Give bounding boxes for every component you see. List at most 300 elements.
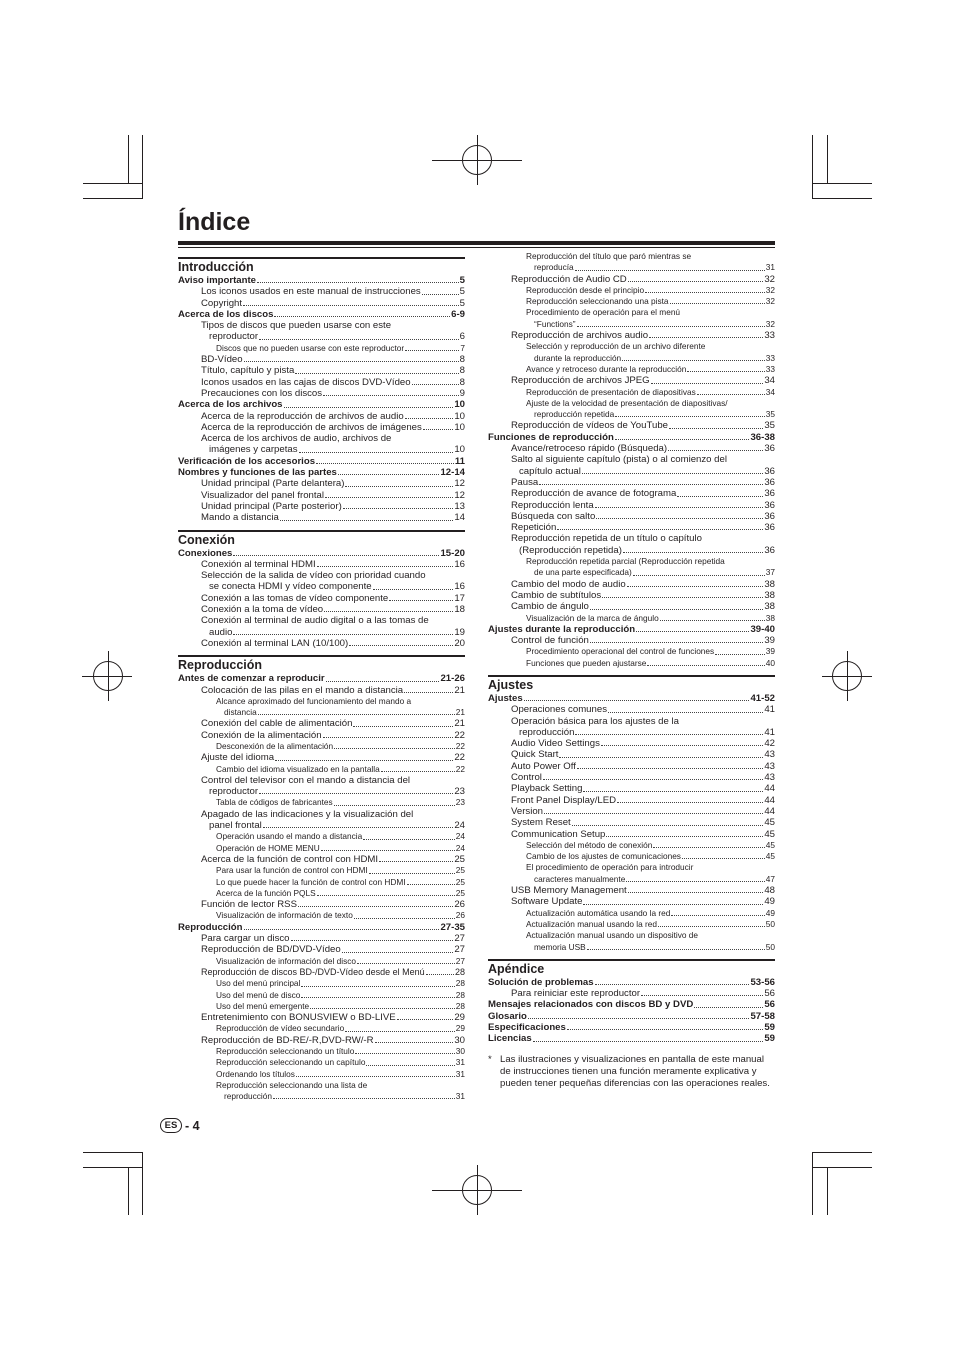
entry-text: Visualizador del panel frontal bbox=[201, 489, 325, 501]
toc-entry[interactable] bbox=[178, 354, 465, 365]
toc-subentry-text: Reproducción seleccionando una lista de bbox=[216, 1079, 368, 1090]
dot-leader bbox=[668, 450, 763, 451]
toc-subentry[interactable] bbox=[488, 658, 775, 669]
dot-leader bbox=[369, 873, 455, 874]
toc-subentry[interactable] bbox=[488, 364, 775, 375]
entry-text: Acerca de la reproducción de archivos de imágenes bbox=[201, 421, 422, 433]
page-ref: 37 bbox=[765, 567, 775, 578]
toc-subentry[interactable] bbox=[178, 1023, 465, 1034]
toc-entry[interactable] bbox=[488, 829, 775, 840]
toc-subentry[interactable] bbox=[178, 877, 465, 888]
toc-entry[interactable] bbox=[488, 274, 775, 285]
toc-subentry[interactable] bbox=[178, 741, 465, 752]
toc-entry[interactable] bbox=[488, 545, 775, 556]
dot-leader bbox=[343, 508, 454, 509]
toc-entry[interactable] bbox=[178, 685, 465, 696]
dot-leader bbox=[622, 360, 765, 361]
entry-text: USB Memory Management bbox=[511, 885, 627, 897]
page-ref: 32 bbox=[765, 318, 775, 329]
page-ref: 45 bbox=[764, 817, 775, 829]
page-ref: 35 bbox=[765, 409, 775, 420]
dot-leader bbox=[295, 373, 458, 374]
page-ref: 14 bbox=[454, 512, 465, 524]
toc-entry[interactable] bbox=[488, 330, 775, 341]
toc-entry[interactable] bbox=[178, 298, 465, 309]
toc-subentry[interactable] bbox=[178, 865, 465, 876]
dot-leader bbox=[338, 474, 440, 475]
dot-leader bbox=[324, 611, 453, 612]
section-heading: Conexión bbox=[178, 532, 235, 547]
toc-entry-main[interactable] bbox=[488, 999, 775, 1010]
page-title: Índice bbox=[178, 208, 251, 236]
dot-leader bbox=[259, 339, 459, 340]
page-ref: 36 bbox=[764, 476, 775, 488]
dot-leader bbox=[345, 1031, 455, 1032]
dot-leader bbox=[715, 654, 765, 655]
dot-leader bbox=[357, 963, 455, 964]
entry-text: Control bbox=[511, 772, 542, 784]
page-ref: 31 bbox=[455, 1057, 465, 1068]
page-ref: 33 bbox=[764, 330, 775, 342]
toc-entry[interactable] bbox=[488, 579, 775, 590]
page-ref: 48 bbox=[764, 885, 775, 897]
dot-leader bbox=[233, 634, 453, 635]
toc-entry-main[interactable] bbox=[178, 467, 465, 478]
toc-entry[interactable] bbox=[488, 511, 775, 522]
footnote-text: Las ilustraciones y visualizaciones en pantalla de este manual de instrucciones tienen una función meramente explicativa y pueden tener pequeñas diferencias con las operaciones reales. bbox=[500, 1053, 770, 1090]
dot-leader bbox=[670, 303, 765, 304]
toc-subentry[interactable] bbox=[488, 387, 775, 398]
page-ref: 21-26 bbox=[440, 673, 465, 685]
page-ref: 16 bbox=[454, 558, 465, 570]
dot-leader bbox=[310, 1008, 455, 1009]
toc-entry[interactable] bbox=[178, 501, 465, 512]
toc-entry-text: Acerca de los archivos de audio, archivos de bbox=[201, 433, 392, 445]
toc-subentry-text: Actualización manual usando un dispositivo de bbox=[526, 930, 699, 941]
dot-leader bbox=[577, 768, 763, 769]
dot-leader bbox=[375, 1042, 454, 1043]
dot-leader bbox=[334, 748, 455, 749]
toc-entry[interactable] bbox=[178, 730, 465, 741]
page-ref: 21 bbox=[454, 684, 465, 696]
page-ref: 50 bbox=[765, 918, 775, 929]
page-ref: 6-9 bbox=[451, 308, 465, 320]
toc-subentry[interactable] bbox=[178, 831, 465, 842]
dot-leader bbox=[544, 813, 763, 814]
toc-subentry[interactable] bbox=[178, 956, 465, 967]
toc-entry-main[interactable] bbox=[178, 548, 465, 559]
entry-text: Colocación de las pilas en el mando a distancia bbox=[201, 684, 404, 696]
toc-entry[interactable] bbox=[178, 478, 465, 489]
entry-text: Uso del menú de disco bbox=[216, 989, 301, 1000]
toc-subentry[interactable] bbox=[178, 707, 465, 718]
entry-text: Visualización de información de texto bbox=[216, 910, 353, 921]
dot-leader bbox=[628, 892, 764, 893]
section-heading: Ajustes bbox=[488, 677, 534, 692]
toc-entry[interactable] bbox=[488, 795, 775, 806]
toc-subentry[interactable] bbox=[488, 851, 775, 862]
toc-entry-main[interactable] bbox=[488, 693, 775, 704]
toc-subentry[interactable] bbox=[488, 567, 775, 578]
section-heading: Apéndice bbox=[488, 961, 545, 976]
dot-leader bbox=[677, 496, 763, 497]
toc-entry[interactable] bbox=[178, 752, 465, 763]
page-ref: 45 bbox=[764, 828, 775, 840]
entry-text: Operaciones comunes bbox=[511, 704, 607, 716]
toc-subentry[interactable] bbox=[178, 1091, 465, 1102]
entry-text: Precauciones con los discos bbox=[201, 387, 323, 399]
page-ref: 20 bbox=[454, 637, 465, 649]
entry-text: Nombres y funciones de las partes bbox=[178, 467, 337, 479]
entry-text: Reproducción seleccionando un título bbox=[216, 1046, 355, 1056]
page-ref: 31 bbox=[455, 1068, 465, 1079]
toc-entry[interactable] bbox=[488, 738, 775, 749]
entry-text: Auto Power Off bbox=[511, 760, 576, 772]
page-ref: 24 bbox=[455, 842, 465, 853]
toc-entry[interactable] bbox=[178, 331, 465, 342]
dot-leader bbox=[301, 986, 454, 987]
dot-leader bbox=[623, 552, 763, 553]
toc-entry[interactable] bbox=[488, 783, 775, 794]
entry-text: Ajuste del idioma bbox=[201, 752, 275, 764]
entry-text: Funciones que pueden ajustarse bbox=[526, 657, 647, 668]
entry-text: distancia bbox=[224, 707, 257, 718]
entry-text: BD-Vídeo bbox=[201, 354, 243, 366]
page-ref: 9 bbox=[459, 387, 465, 399]
entry-text: Conexión al terminal LAN (10/100) bbox=[201, 637, 349, 649]
toc-entry[interactable] bbox=[488, 500, 775, 511]
page-ref: 30 bbox=[454, 1034, 465, 1046]
dot-leader bbox=[543, 779, 763, 780]
toc-entry[interactable] bbox=[488, 806, 775, 817]
toc-entry[interactable] bbox=[178, 490, 465, 501]
page-number: - 4 bbox=[185, 1118, 200, 1133]
dot-leader bbox=[636, 631, 749, 632]
page-ref: 36 bbox=[764, 488, 775, 500]
toc-entry[interactable] bbox=[178, 365, 465, 376]
toc-entry[interactable] bbox=[178, 1035, 465, 1046]
toc-entry[interactable] bbox=[178, 638, 465, 649]
entry-text: audio bbox=[209, 626, 233, 638]
entry-text: Búsqueda con salto bbox=[511, 510, 596, 522]
entry-text: Unidad principal (Parte posterior) bbox=[201, 500, 342, 512]
toc-entry[interactable] bbox=[178, 581, 465, 592]
dot-leader bbox=[595, 507, 764, 508]
dot-leader bbox=[296, 1076, 455, 1077]
toc-entry-main[interactable] bbox=[488, 1033, 775, 1044]
entry-text: Mando a distancia bbox=[201, 512, 279, 524]
entry-text: Verificación de los accesorios bbox=[178, 455, 316, 467]
toc-entry-text: Conexión al terminal de audio digital o a las tomas de bbox=[201, 615, 429, 627]
toc-entry[interactable] bbox=[178, 388, 465, 399]
toc-entry[interactable] bbox=[178, 604, 465, 615]
entry-text: Conexión del cable de alimentación bbox=[201, 718, 353, 730]
page-ref: 36 bbox=[764, 522, 775, 534]
toc-subentry-text: Ajuste de la velocidad de presentación de diapositivas/ bbox=[526, 397, 728, 408]
toc-subentry-text: Selección y reproducción de un archivo diferente bbox=[526, 341, 706, 352]
entry-text: Reproducción de BD-RE/-R,DVD-RW/-R bbox=[201, 1034, 374, 1046]
entry-text: Actualización manual usando la red bbox=[526, 918, 657, 929]
entry-text: Repetición bbox=[511, 522, 557, 534]
toc-entry[interactable] bbox=[178, 899, 465, 910]
toc-entry[interactable] bbox=[488, 885, 775, 896]
dot-leader bbox=[275, 760, 453, 761]
page-ref: 45 bbox=[765, 851, 775, 862]
toc-entry[interactable] bbox=[488, 488, 775, 499]
dot-leader bbox=[617, 802, 763, 803]
page-ref: 43 bbox=[764, 760, 775, 772]
dot-leader bbox=[524, 700, 750, 701]
toc-subentry[interactable] bbox=[178, 343, 465, 354]
page-ref: 12-14 bbox=[440, 467, 465, 479]
entry-text: Operación de HOME MENU bbox=[216, 842, 320, 853]
entry-text: Cambio del modo de audio bbox=[511, 578, 626, 590]
toc-entry[interactable] bbox=[178, 512, 465, 523]
toc-entry-main[interactable] bbox=[488, 432, 775, 443]
page-ref: 28 bbox=[454, 966, 465, 977]
toc-entry-main[interactable] bbox=[178, 456, 465, 467]
toc-entry-text: Reproducción repetida de un título o capítulo bbox=[511, 533, 702, 545]
entry-text: Ajustes bbox=[488, 692, 523, 704]
entry-text: panel frontal bbox=[209, 820, 262, 832]
toc-entry[interactable] bbox=[488, 727, 775, 738]
toc-subentry[interactable] bbox=[178, 990, 465, 1001]
dot-leader bbox=[653, 847, 764, 848]
toc-subentry[interactable] bbox=[488, 262, 775, 273]
dot-leader bbox=[298, 906, 453, 907]
entry-text: Reproducción de vídeo secundario bbox=[216, 1023, 345, 1034]
dot-leader bbox=[658, 926, 765, 927]
dot-leader bbox=[284, 407, 454, 408]
entry-text: Reproducción de discos BD-/DVD-Vídeo desde el Menú bbox=[201, 966, 425, 977]
toc-subentry[interactable] bbox=[488, 285, 775, 296]
page-ref: 19 bbox=[454, 626, 465, 638]
toc-entry-main[interactable] bbox=[178, 275, 465, 286]
entry-text: Conexión de la alimentación bbox=[201, 729, 322, 741]
entry-text: Cambio de los ajustes de comunicaciones bbox=[526, 851, 681, 862]
page-ref: 5 bbox=[459, 297, 465, 309]
toc-entry[interactable] bbox=[178, 820, 465, 831]
dot-leader bbox=[645, 292, 765, 293]
page-ref: 44 bbox=[764, 783, 775, 795]
toc-entry-main[interactable] bbox=[488, 624, 775, 635]
page-ref: 28 bbox=[455, 1000, 465, 1011]
toc-subentry[interactable] bbox=[178, 910, 465, 921]
toc-entry-main[interactable] bbox=[488, 1011, 775, 1022]
toc-entry-main[interactable] bbox=[178, 922, 465, 933]
toc-entry[interactable] bbox=[488, 772, 775, 783]
toc-entry[interactable] bbox=[488, 477, 775, 488]
toc-subentry[interactable] bbox=[488, 874, 775, 885]
toc-entry[interactable] bbox=[488, 704, 775, 715]
dot-leader bbox=[363, 839, 455, 840]
toc-entry-main[interactable] bbox=[178, 399, 465, 410]
entry-text: Reproducción desde el principio bbox=[526, 284, 645, 295]
toc-subentry[interactable] bbox=[488, 353, 775, 364]
toc-subentry[interactable] bbox=[178, 797, 465, 808]
entry-text: Acerca de los archivos bbox=[178, 399, 283, 411]
page-ref: 29 bbox=[454, 1012, 465, 1024]
toc-subentry[interactable] bbox=[178, 1069, 465, 1080]
entry-text: Aviso importante bbox=[178, 275, 257, 286]
title-rule-thin bbox=[178, 247, 775, 248]
entry-text: reproducción repetida bbox=[534, 409, 615, 420]
entry-text: Control de función bbox=[511, 635, 589, 647]
toc-entry[interactable] bbox=[178, 854, 465, 865]
toc-entry[interactable] bbox=[488, 590, 775, 601]
entry-text: Playback Setting bbox=[511, 783, 583, 795]
entry-text: Reproducción de archivos audio bbox=[511, 330, 649, 342]
toc-entry[interactable] bbox=[178, 933, 465, 944]
page-ref: 38 bbox=[764, 578, 775, 590]
toc-subentry[interactable] bbox=[178, 843, 465, 854]
page-ref: 5 bbox=[459, 275, 465, 286]
toc-entry[interactable] bbox=[178, 1012, 465, 1023]
toc-entry[interactable] bbox=[488, 601, 775, 612]
page-ref: 50 bbox=[765, 941, 775, 952]
entry-text: Uso del menú emergente bbox=[216, 1000, 310, 1011]
dot-leader bbox=[671, 915, 764, 916]
entry-text: Cambio del idioma visualizado en la pantalla bbox=[216, 763, 380, 774]
toc-entry-main[interactable] bbox=[178, 673, 465, 684]
toc-entry[interactable] bbox=[488, 420, 775, 431]
toc-entry[interactable] bbox=[178, 593, 465, 604]
page-ref: 35 bbox=[764, 420, 775, 432]
toc-subentry[interactable] bbox=[488, 919, 775, 930]
page-ref: 41-52 bbox=[750, 692, 775, 704]
toc-entry[interactable] bbox=[178, 967, 465, 978]
toc-entry[interactable] bbox=[178, 286, 465, 297]
toc-subentry[interactable] bbox=[178, 1057, 465, 1068]
dot-leader bbox=[626, 881, 764, 882]
entry-text: Reproducción de archivos JPEG bbox=[511, 375, 650, 387]
entry-text: Ordenando los títulos bbox=[216, 1068, 295, 1079]
dot-leader bbox=[596, 518, 763, 519]
page-ref: 38 bbox=[764, 601, 775, 613]
toc-entry-text: Tipos de discos que pueden usarse con este bbox=[201, 320, 392, 332]
toc-entry[interactable] bbox=[178, 786, 465, 797]
page-ref: 23 bbox=[455, 797, 465, 808]
dot-leader bbox=[373, 589, 454, 590]
page-ref: 32 bbox=[765, 296, 775, 307]
page-ref: 16 bbox=[454, 581, 465, 593]
page-ref: 24 bbox=[454, 820, 465, 832]
dot-leader bbox=[615, 416, 765, 417]
toc-subentry[interactable] bbox=[178, 888, 465, 899]
toc-entry[interactable] bbox=[488, 635, 775, 646]
toc-entry-main[interactable] bbox=[178, 309, 465, 320]
toc-subentry[interactable] bbox=[488, 319, 775, 330]
page-ref: 49 bbox=[764, 896, 775, 908]
dot-leader bbox=[325, 497, 453, 498]
page-footer bbox=[160, 1118, 200, 1133]
entry-text: Quick Start bbox=[511, 749, 559, 761]
toc-subentry-text: Reproducción repetida parcial (Reproducción repetida bbox=[526, 556, 725, 567]
toc-subentry[interactable] bbox=[178, 764, 465, 775]
toc-entry-main[interactable] bbox=[488, 977, 775, 988]
toc-entry-text: Control del televisor con el mando a distancia del bbox=[201, 774, 411, 786]
page-ref: 22 bbox=[455, 763, 465, 774]
entry-text: Acerca de los discos bbox=[178, 308, 274, 320]
entry-text: durante la reproducción bbox=[534, 352, 622, 363]
entry-text: Tabla de códigos de fabricantes bbox=[216, 797, 333, 808]
toc-section bbox=[178, 530, 465, 650]
toc-subentry[interactable] bbox=[488, 613, 775, 624]
toc-entry[interactable] bbox=[178, 944, 465, 955]
dot-leader bbox=[601, 745, 763, 746]
page-ref: 41 bbox=[764, 726, 775, 738]
title-rule bbox=[178, 241, 775, 245]
entry-text: Especificaciones bbox=[488, 1022, 566, 1033]
dot-leader bbox=[575, 270, 765, 271]
page-ref: 25 bbox=[455, 865, 465, 876]
toc-entry-text: Salto al siguiente capítulo (pista) o al comienzo del bbox=[511, 454, 727, 466]
toc-entry-main[interactable] bbox=[488, 1022, 775, 1033]
toc-entry[interactable] bbox=[178, 377, 465, 388]
page-ref: 36 bbox=[764, 499, 775, 511]
toc-entry[interactable] bbox=[178, 718, 465, 729]
toc-subentry[interactable] bbox=[488, 646, 775, 657]
toc-subentry[interactable] bbox=[178, 978, 465, 989]
toc-entry[interactable] bbox=[488, 896, 775, 907]
page-ref: 36-38 bbox=[750, 431, 775, 443]
toc-right-column bbox=[488, 251, 775, 1090]
toc-entry[interactable] bbox=[488, 761, 775, 772]
toc-entry[interactable] bbox=[178, 444, 465, 455]
dot-leader bbox=[407, 884, 455, 885]
toc-subentry[interactable] bbox=[488, 840, 775, 851]
toc-subentry[interactable] bbox=[178, 1046, 465, 1057]
page-ref: 36 bbox=[764, 510, 775, 522]
dot-leader bbox=[682, 858, 765, 859]
toc-entry[interactable] bbox=[488, 522, 775, 533]
toc-entry[interactable] bbox=[178, 627, 465, 638]
entry-text: Conexión a las tomas de vídeo componente bbox=[201, 592, 389, 604]
toc-subentry[interactable] bbox=[488, 409, 775, 420]
page-ref: 27-35 bbox=[440, 921, 465, 933]
dot-leader bbox=[595, 984, 750, 985]
dot-leader bbox=[263, 827, 454, 828]
toc-entry[interactable] bbox=[178, 422, 465, 433]
toc-subentry[interactable] bbox=[488, 296, 775, 307]
toc-entry[interactable] bbox=[488, 375, 775, 386]
toc-entry[interactable] bbox=[488, 466, 775, 477]
page-ref: 49 bbox=[765, 907, 775, 918]
entry-text: Reproducción seleccionando un capítulo bbox=[216, 1057, 366, 1068]
toc-entry[interactable] bbox=[178, 411, 465, 422]
toc-entry[interactable] bbox=[488, 749, 775, 760]
entry-text: Avance/retroceso rápido (Búsqueda) bbox=[511, 443, 668, 455]
page-ref: 43 bbox=[764, 749, 775, 761]
entry-text: Front Panel Display/LED bbox=[511, 794, 617, 806]
dot-leader bbox=[615, 439, 750, 440]
entry-text: (Reproducción repetida) bbox=[519, 544, 622, 556]
toc-subentry[interactable] bbox=[178, 1001, 465, 1012]
page-ref: 36 bbox=[764, 465, 775, 477]
dot-leader bbox=[259, 793, 453, 794]
toc-entry[interactable] bbox=[178, 559, 465, 570]
toc-entry[interactable] bbox=[488, 817, 775, 828]
toc-subentry[interactable] bbox=[488, 908, 775, 919]
toc-entry[interactable] bbox=[488, 988, 775, 999]
toc-entry[interactable] bbox=[488, 443, 775, 454]
dot-leader bbox=[353, 726, 453, 727]
dot-leader bbox=[539, 484, 763, 485]
entry-text: Cambio de subtítulos bbox=[511, 589, 602, 601]
entry-text: Mensajes relacionados con discos BD y DVD bbox=[488, 999, 694, 1011]
dot-leader bbox=[590, 642, 763, 643]
toc-subentry[interactable] bbox=[488, 942, 775, 953]
